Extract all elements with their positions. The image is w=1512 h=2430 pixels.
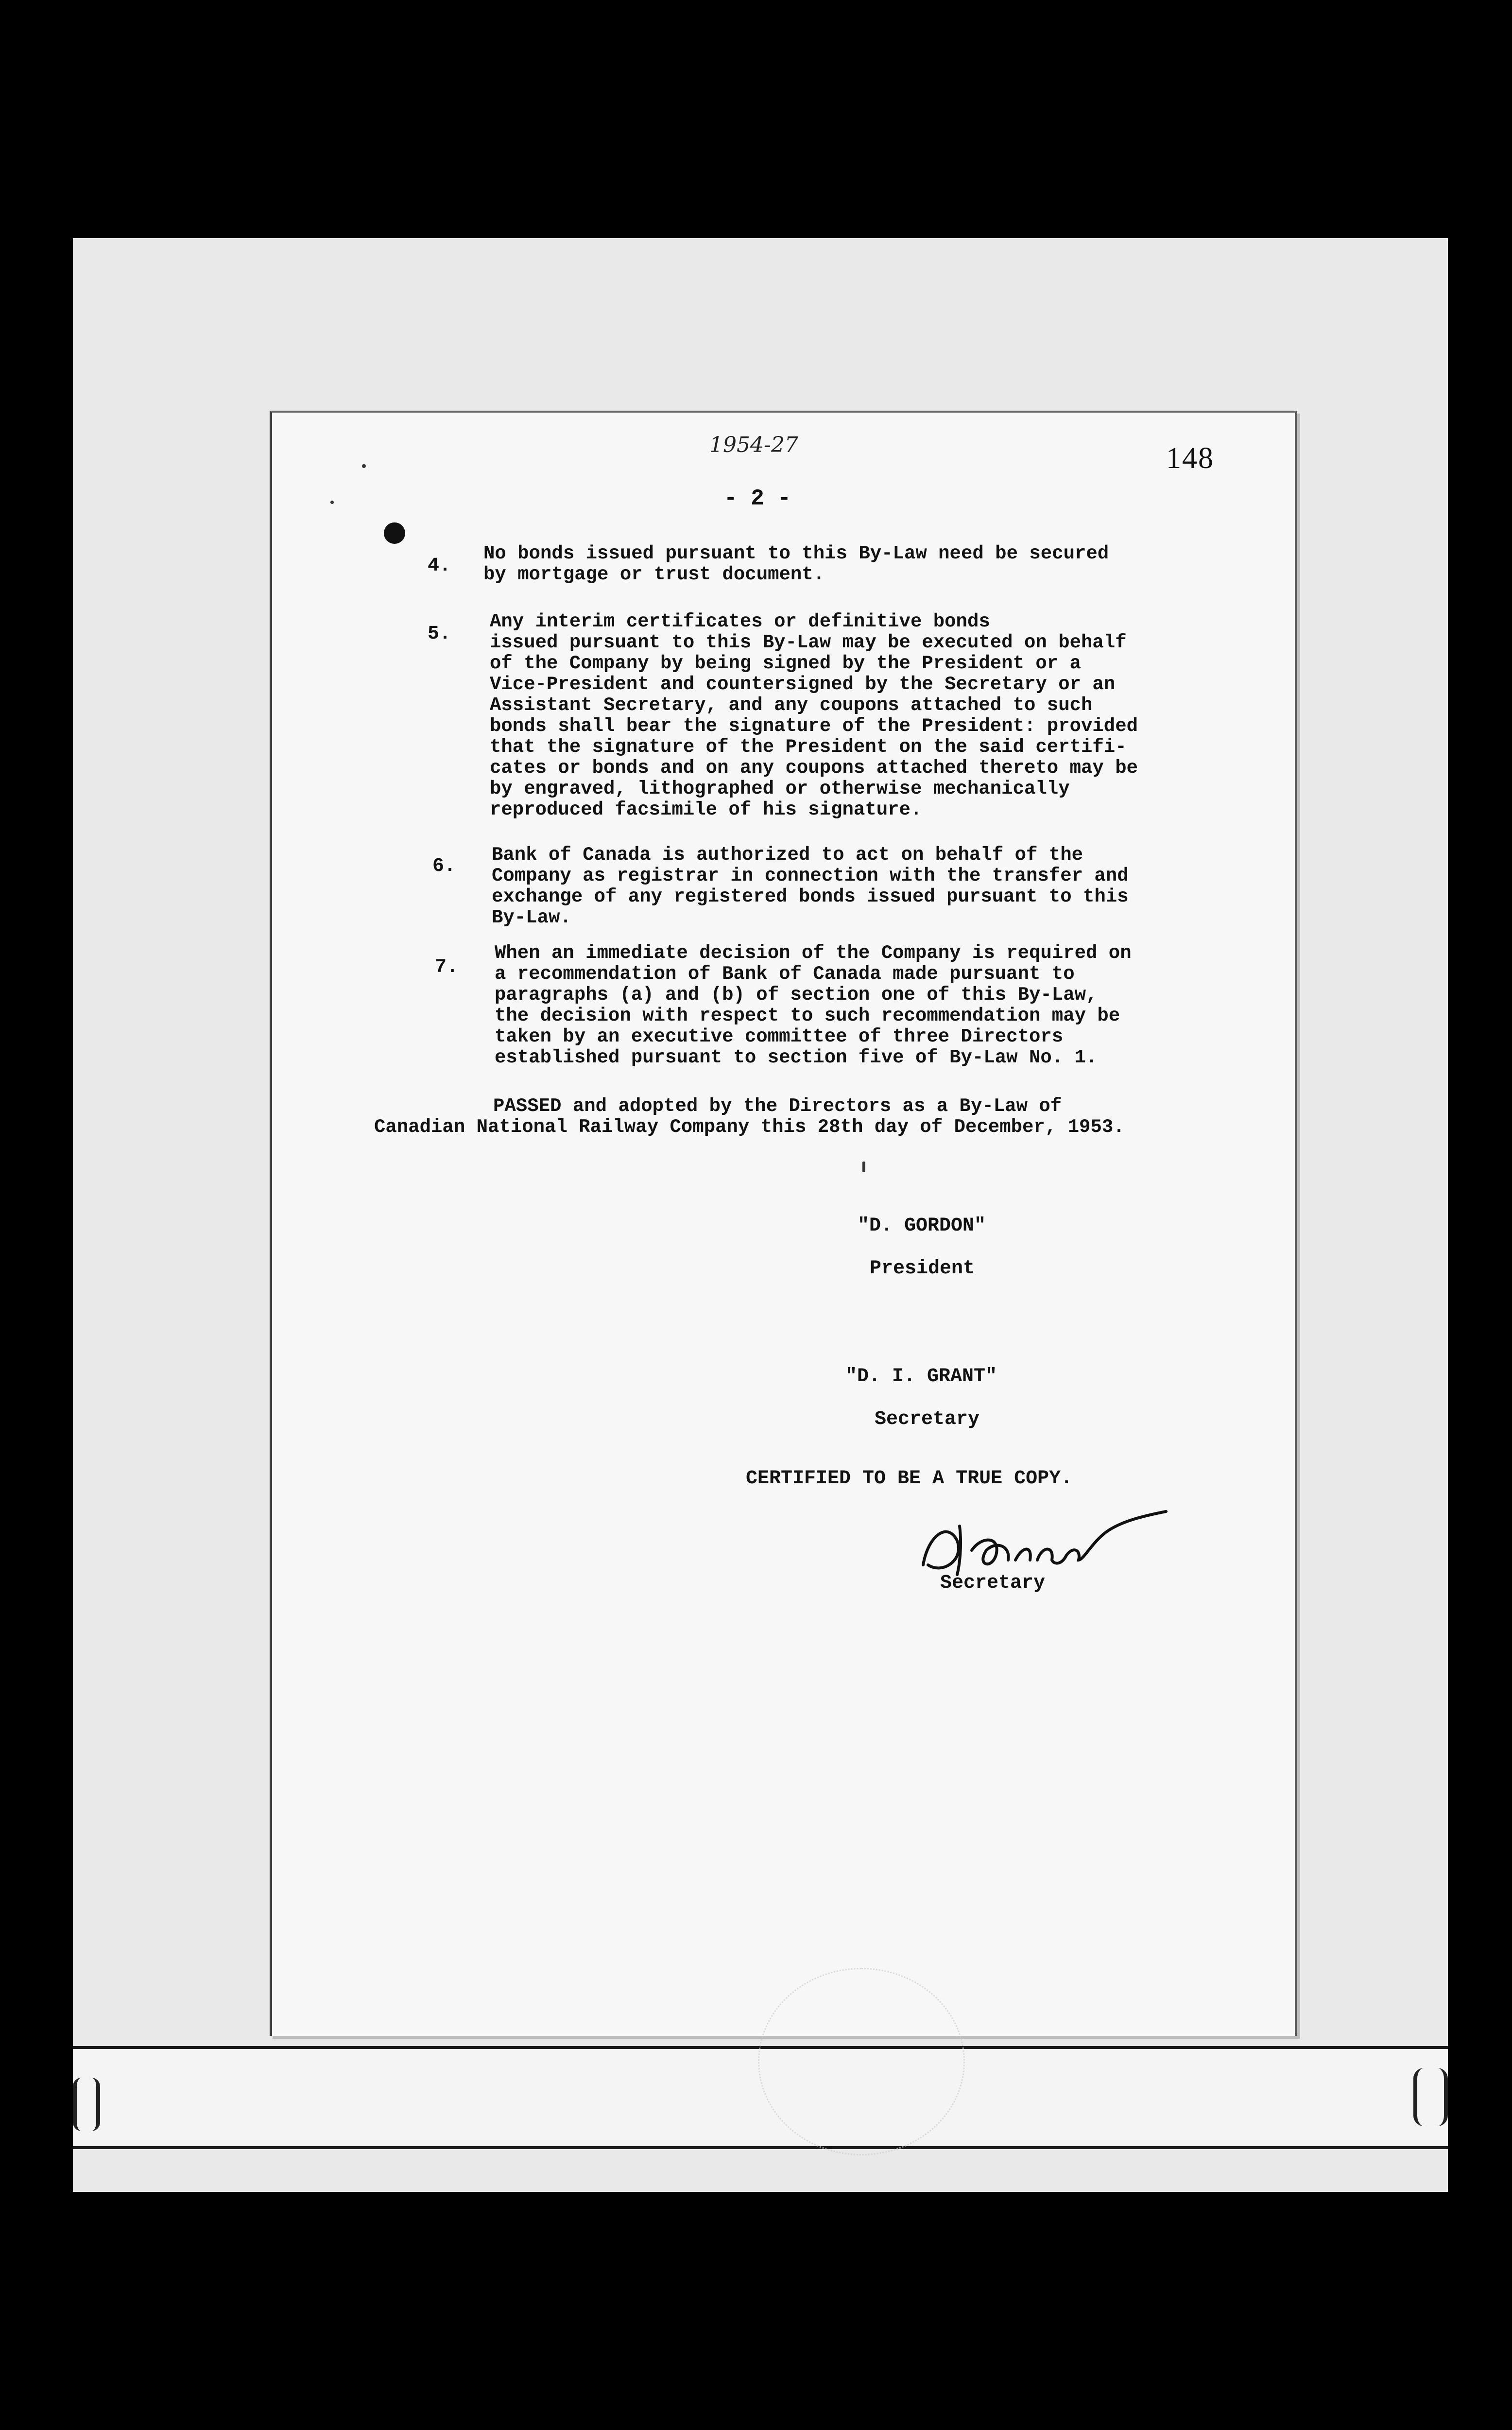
clause-line: that the signature of the President on the said certifi- [490,736,1127,758]
clause-line: No bonds issued pursuant to this By-Law need be secured [483,543,1109,564]
clause-number: 5. [428,623,451,645]
certified-text: CERTIFIED TO BE A TRUE COPY. [746,1468,1073,1490]
clause-line: paragraphs (a) and (b) of section one of this By-Law, [495,984,1098,1006]
binding-mark-left [73,2078,100,2131]
passed-line: Canadian National Railway Company this 28th day of December, 1953. [374,1116,1125,1138]
clause-line: issued pursuant to this By-Law may be executed on behalf [490,632,1127,653]
clause-line: Company as registrar in connection with the transfer and [492,865,1129,886]
clause-line: the decision with respect to such recommendation may be [495,1005,1120,1026]
passed-line: PASSED and adopted by the Directors as a By-Law of [493,1095,1062,1117]
binding-mark-right [1413,2068,1448,2126]
clause-line: of the Company by being signed by the President or a [490,653,1081,674]
page-number: 148 [1166,442,1214,475]
clause-line: established pursuant to section five of By-Law No. 1. [495,1047,1098,1068]
clause-line: reproduced facsimile of his signature. [490,799,922,820]
handwritten-reference: 1954-27 [709,433,798,457]
paper-speck [862,1162,865,1172]
secretary-name: "D. I. GRANT" [845,1366,997,1388]
clause-line: a recommendation of Bank of Canada made pursuant to [495,963,1075,985]
clause-line: bonds shall bear the signature of the President: provided [490,715,1138,737]
clause-line: When an immediate decision of the Company is required on [495,942,1132,964]
clause-line: exchange of any registered bonds issued pursuant to this [492,886,1129,907]
embossed-seal [758,1968,965,2155]
clause-line: cates or bonds and on any coupons attached thereto may be [490,757,1138,779]
clause-line: by engraved, lithographed or otherwise mechanically [490,778,1070,799]
clause-line: taken by an executive committee of three Directors [495,1026,1064,1047]
clause-line: By-Law. [492,907,571,928]
clause-number: 4. [428,555,451,577]
page-label: - 2 - [724,486,791,511]
paper-speck [362,464,366,468]
clause-line: Any interim certificates or definitive bonds [490,611,990,632]
clause-line: Assistant Secretary, and any coupons attached to such [490,694,1093,716]
secretary-title: Secretary [875,1408,980,1430]
certifier-title: Secretary [940,1572,1046,1594]
clause-line: Vice-President and countersigned by the Secretary or an [490,674,1116,695]
punch-hole [384,522,405,544]
president-title: President [870,1258,975,1280]
president-name: "D. GORDON" [858,1215,986,1237]
clause-number: 6. [432,855,456,877]
paper-speck [330,501,334,504]
clause-line: by mortgage or trust document. [483,564,825,585]
clause-number: 7. [435,956,459,978]
clause-line: Bank of Canada is authorized to act on behalf of the [492,844,1083,866]
